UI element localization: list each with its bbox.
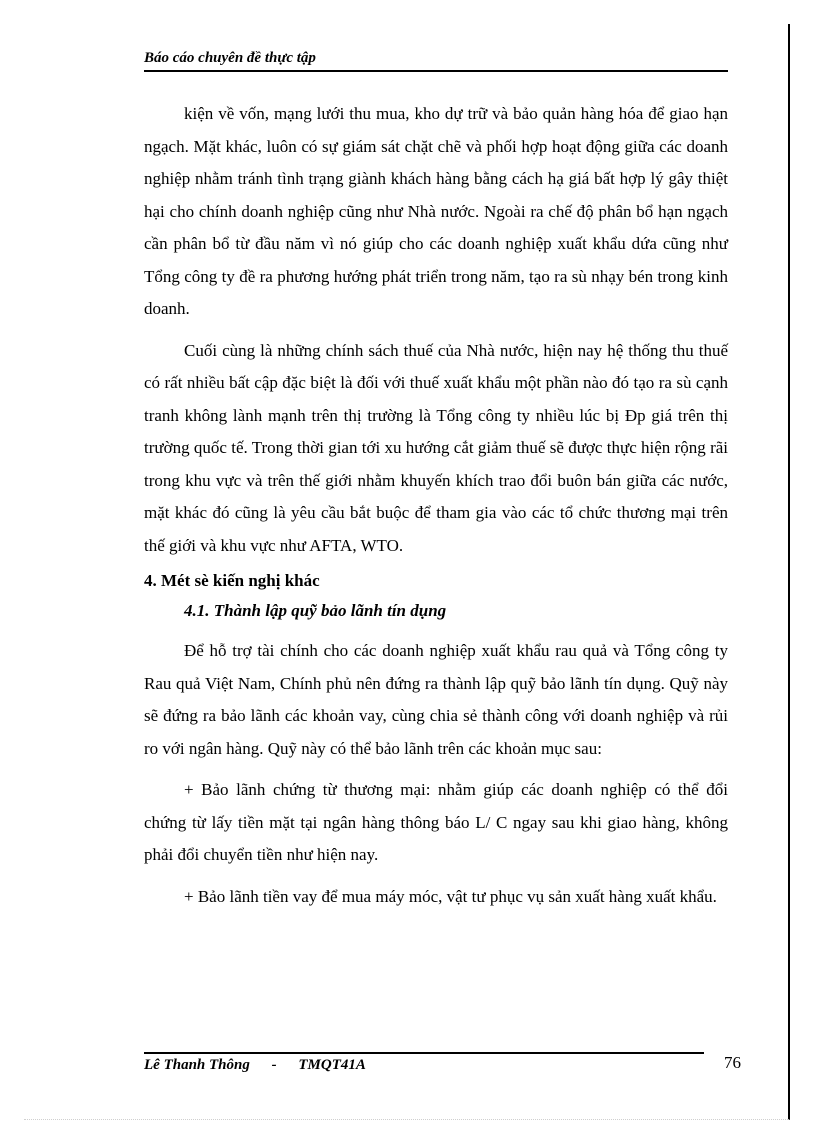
paragraph-4: + Bảo lãnh chứng từ thương mại: nhằm giúp các doanh nghiệp có thể đổi chứng từ lấy tiền mặt tại ngân hàng thông báo L/ C ngay sau khi giao hàng, không phải đổi chuyển tiền như hiện nay.	[144, 780, 728, 864]
page-footer	[144, 1052, 704, 1074]
footer-author: Lê Thanh Thông	[144, 1057, 250, 1073]
paragraph-3: Để hỗ trợ tài chính cho các doanh nghiệp xuất khẩu rau quả và Tổng công ty Rau quả Việt Nam, Chính phủ nên đứng ra thành lập quỹ bảo lãnh tín dụng. Quỹ này sẽ đứng ra bảo lãnh các khoản vay, cùng chia sẻ thành công với doanh nghiệp và rủi ro với ngân hàng. Quỹ này có thể bảo lãnh trên các khoản mục sau:	[144, 641, 728, 758]
footer-class-code: TMQT41A	[298, 1057, 366, 1073]
document-body	[144, 98, 728, 913]
paragraph-1: kiện về vốn, mạng lưới thu mua, kho dự trữ và bảo quản hàng hóa để giao hạn ngạch. Mặt khác, luôn có sự giám sát chặt chẽ và phối hợp hoạt động giữa các doanh nghiệp nhằm tránh tình trạng giành khách hàng bằng cách hạ giá bất hợp lý gây thiệt hại cho chính doanh nghiệp cũng như Nhà nước. Ngoài ra chế độ phân bổ hạn ngạch cần phân bổ từ đầu năm vì nó giúp cho các doanh nghiệp xuất khẩu dứa cũng như Tổng công ty đề ra phương hướng phát triển trong năm, tạo ra sù nhạy bén trong kinh doanh.	[144, 104, 728, 318]
subsection-heading: 4.1. Thành lập quỹ bảo lãnh tín dụng	[184, 601, 447, 620]
paragraph-5: + Bảo lãnh tiền vay để mua máy móc, vật tư phục vụ sản xuất hàng xuất khẩu.	[184, 886, 717, 906]
header-title: Báo cáo chuyên đề thực tập	[144, 50, 316, 66]
paragraph-2: Cuối cùng là những chính sách thuế của Nhà nước, hiện nay hệ thống thu thuế có rất nhiều bất cập đặc biệt là đối với thuế xuất khẩu một phần nào đó tạo ra sù cạnh tranh không lành mạnh trên thị trường là Tổng công ty nhiều lúc bị Ðp giá trên thị trường quốc tế. Trong thời gian tới xu hướng cắt giảm thuế sẽ được thực hiện rộng rãi trong khu vực và trên thế giới nhằm khuyến khích trao đổi buôn bán giữa các nước, mặt khác đó cũng là yêu cầu bắt buộc để tham gia vào các tổ chức thương mại trên thế giới và khu vực như AFTA, WTO.	[144, 340, 728, 555]
footer-separator: -	[271, 1057, 277, 1073]
page-number: 76	[724, 1053, 741, 1072]
section-heading: 4. Mét sè kiến nghị khác	[144, 571, 320, 590]
page-header	[144, 50, 728, 72]
